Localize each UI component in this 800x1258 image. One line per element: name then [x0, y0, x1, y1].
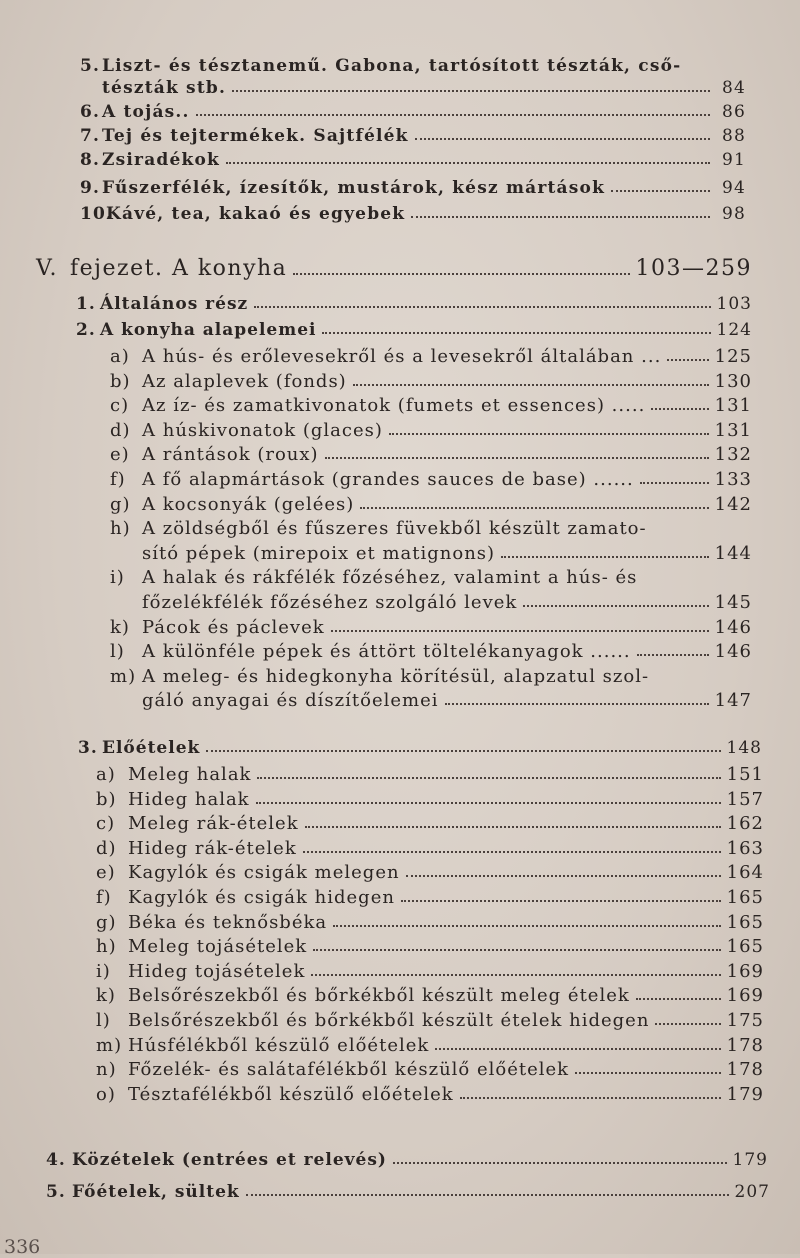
toc-entry-number: c)	[110, 395, 130, 417]
leader-dots	[637, 654, 709, 656]
leader-dots	[667, 359, 708, 361]
toc-entry-title: Pácok és páclevek	[142, 616, 325, 638]
toc-entry[interactable]	[96, 912, 764, 933]
toc-entry-title: A zöldségből és fűszeres füvekből készült zamato-	[142, 518, 647, 540]
leader-dots	[415, 138, 710, 140]
toc-entry[interactable]	[96, 813, 764, 834]
toc-entry-number: f)	[110, 469, 126, 490]
leader-dots	[389, 433, 709, 435]
toc-entry-page: 175	[726, 1010, 764, 1031]
toc-entry-number: e)	[110, 444, 130, 466]
leader-dots	[523, 605, 708, 607]
leader-dots	[501, 556, 709, 558]
toc-entry[interactable]	[110, 346, 752, 367]
toc-entry-number: 5.	[46, 1182, 66, 1202]
toc-entry-number: 5.	[80, 56, 101, 76]
leader-dots	[411, 216, 710, 218]
toc-entry-page: 179	[732, 1150, 768, 1170]
toc-entry-page: 145	[714, 592, 752, 613]
toc-entry-page: 146	[714, 616, 752, 638]
toc-entry[interactable]	[96, 838, 764, 859]
toc-entry-page: 132	[714, 444, 752, 466]
leader-dots	[611, 190, 710, 192]
toc-entry-title: Kagylók és csigák hidegen	[128, 887, 395, 908]
toc-entry[interactable]	[80, 150, 746, 170]
toc-entry[interactable]	[80, 102, 746, 122]
toc-entry-number: f)	[96, 887, 112, 908]
toc-entry-page: 178	[726, 1034, 764, 1056]
toc-entry-title-continued: gáló anyagai és díszítőelemei	[142, 690, 439, 712]
toc-entry-title: A kocsonyák (gelées)	[142, 493, 355, 515]
toc-entry-title: Zsiradékok	[102, 150, 221, 170]
toc-entry-title: Tésztafélékből készülő előételek	[128, 1083, 454, 1105]
toc-entry-page: 131	[714, 395, 752, 417]
toc-entry-title: Általános rész	[100, 294, 249, 314]
toc-entry-number: m)	[96, 1034, 123, 1056]
toc-entry-page: 131	[714, 419, 752, 441]
toc-entry-number: n)	[96, 1059, 117, 1081]
toc-entry-number: h)	[110, 518, 131, 540]
toc-entry-title-continued: főzelékfélék főzéséhez szolgáló levek	[142, 592, 518, 613]
toc-entry-title: Kávé, tea, kakaó és egyebek	[106, 204, 406, 224]
toc-entry-page: 133	[714, 469, 752, 490]
leader-dots	[206, 750, 720, 752]
toc-entry-number: i)	[110, 567, 125, 589]
toc-entry[interactable]	[96, 887, 764, 908]
toc-entry-page: 163	[726, 837, 764, 859]
toc-entry-number: a)	[96, 764, 116, 785]
toc-entry-page: 94	[721, 178, 746, 198]
toc-entry[interactable]	[96, 961, 764, 982]
leader-dots	[333, 925, 721, 927]
leader-dots	[406, 875, 721, 877]
toc-entry-title: A halak és rákfélék főzéséhez, valamint a hús- és	[142, 567, 638, 589]
toc-entry-title: Liszt- és tésztanemű. Gabona, tartósított tészták, cső-	[102, 56, 682, 76]
toc-entry-page: 165	[726, 911, 764, 933]
toc-entry[interactable]	[96, 1084, 764, 1105]
toc-entry-number: i)	[96, 960, 111, 982]
toc-entry-number: o)	[96, 1083, 116, 1105]
toc-entry-number: g)	[110, 493, 131, 515]
toc-entry-page: 169	[726, 960, 764, 982]
toc-entry-number: 9.	[80, 178, 101, 198]
toc-entry-title: Meleg tojásételek	[128, 936, 308, 958]
leader-dots	[313, 949, 720, 951]
toc-entry-continuation	[102, 78, 746, 98]
toc-entry-title: Hideg rák-ételek	[128, 837, 297, 859]
toc-entry-title-continued: tészták stb.	[102, 78, 227, 98]
toc-entry-page: 142	[714, 493, 752, 515]
toc-entry-number: h)	[96, 936, 117, 958]
toc-entry-page: 151	[726, 764, 764, 785]
toc-entry[interactable]	[36, 256, 752, 281]
toc-entry-title: Belsőrészekből és bőrkékből készült meleg ételek	[128, 985, 630, 1007]
toc-entry-continuation	[142, 543, 752, 564]
toc-entry-title: A meleg- és hidegkonyha körítésül, alapzatul szol-	[142, 665, 650, 687]
toc-entry[interactable]	[110, 518, 752, 539]
toc-entry-number: 7.	[80, 126, 101, 146]
toc-entry-page: 146	[714, 641, 752, 663]
toc-entry-page: 148	[726, 738, 762, 758]
toc-entry[interactable]	[96, 789, 764, 810]
toc-entry[interactable]	[80, 178, 746, 198]
toc-entry-number: 2.	[76, 320, 96, 340]
toc-entry-page: 86	[721, 102, 746, 122]
toc-entry-page: 162	[726, 813, 764, 835]
leader-dots	[575, 1072, 721, 1074]
leader-dots	[393, 1162, 727, 1164]
leader-dots	[196, 114, 710, 116]
leader-dots	[655, 1023, 720, 1025]
toc-entry[interactable]	[110, 444, 752, 465]
toc-entry-title: Fűszerfélék, ízesítők, mustárok, kész mártások	[102, 178, 606, 198]
toc-entry-number: d)	[110, 419, 131, 441]
toc-entry-page: 207	[734, 1182, 770, 1202]
toc-entry[interactable]	[76, 294, 752, 314]
toc-entry[interactable]	[76, 320, 752, 340]
toc-entry-page: 84	[721, 78, 746, 98]
toc-entry-title: Főételek, sültek	[72, 1182, 240, 1202]
toc-entry[interactable]	[78, 738, 762, 758]
toc-entry-title: Közételek (entrées et relevés)	[72, 1150, 387, 1170]
toc-entry-title: fejezet. A konyha	[70, 256, 288, 281]
toc-entry-page: 169	[726, 985, 764, 1007]
toc-entry-number: c)	[96, 813, 116, 835]
toc-entry-title: A hús- és erőlevesekről és a levesekről általában ...	[142, 346, 662, 367]
leader-dots	[445, 703, 709, 705]
leader-dots	[353, 384, 709, 386]
toc-entry-title: Az alaplevek (fonds)	[142, 370, 347, 392]
toc-entry[interactable]	[110, 469, 752, 490]
leader-dots	[636, 998, 721, 1000]
toc-entry-number: b)	[96, 788, 117, 810]
toc-entry-page: 178	[726, 1059, 764, 1081]
toc-entry-continuation	[142, 690, 752, 711]
leader-dots	[226, 162, 710, 164]
toc-entry-title: A fő alapmártások (grandes sauces de base) ......	[142, 469, 634, 490]
toc-entry-title: A különféle pépek és áttört töltelékanyagok ......	[142, 641, 631, 663]
toc-entry-title: A tojás..	[102, 102, 190, 122]
toc-entry-number: a)	[110, 346, 130, 367]
toc-entry-page: 125	[714, 346, 752, 367]
toc-entry-page: 91	[721, 150, 746, 170]
toc-entry[interactable]	[46, 1182, 770, 1202]
toc-entry-page: 103—259	[635, 256, 752, 281]
toc-entry-page: 98	[721, 204, 746, 224]
toc-entry-number: 8.	[80, 150, 101, 170]
leader-dots	[256, 802, 721, 804]
toc-entry-title: A rántások (roux)	[142, 444, 319, 466]
toc-entry[interactable]	[96, 862, 764, 883]
toc-entry-number: 4.	[46, 1150, 66, 1170]
toc-entry-title: Húsfélékből készülő előételek	[128, 1034, 430, 1056]
toc-entry-number: k)	[96, 985, 116, 1007]
leader-dots	[322, 332, 710, 334]
toc-entry-number: 6.	[80, 102, 101, 122]
toc-entry-title: Tej és tejtermékek. Sajtfélék	[102, 126, 409, 146]
toc-entry-title: Hideg tojásételek	[128, 960, 306, 982]
leader-dots	[311, 974, 720, 976]
toc-entry[interactable]	[110, 395, 752, 416]
toc-entry-page: 130	[714, 370, 752, 392]
toc-entry-title-continued: sító pépek (mirepoix et matignons)	[142, 542, 496, 564]
toc-entry-page: 103	[716, 294, 752, 314]
toc-entry[interactable]	[96, 985, 764, 1006]
leader-dots	[232, 90, 710, 92]
toc-entry-title: Béka és teknősbéka	[128, 911, 328, 933]
toc-entry[interactable]	[96, 936, 764, 957]
toc-entry-title: Az íz- és zamatkivonatok (fumets et essences) .....	[142, 395, 646, 417]
toc-entry-title: Belsőrészekből és bőrkékből készült ételek hidegen	[128, 1010, 650, 1031]
toc-entry[interactable]	[110, 371, 752, 392]
toc-entry-number: g)	[96, 911, 117, 933]
toc-entry-title: Meleg halak	[128, 764, 252, 785]
toc-entry-page: 164	[726, 862, 764, 884]
toc-entry-title: Hideg halak	[128, 788, 250, 810]
toc-entry[interactable]	[80, 204, 746, 224]
leader-dots	[257, 777, 720, 779]
toc-entry[interactable]	[80, 56, 746, 76]
toc-entry-page: 157	[726, 788, 764, 810]
toc-entry[interactable]	[46, 1150, 768, 1170]
toc-entry-number: e)	[96, 862, 116, 884]
toc-entry-title: A konyha alapelemei	[100, 320, 317, 340]
toc-entry-number: d)	[96, 837, 117, 859]
toc-entry-page: 179	[726, 1083, 764, 1105]
toc-entry-number: b)	[110, 370, 131, 392]
toc-entry-number: 3.	[78, 738, 98, 758]
toc-entry[interactable]	[96, 764, 764, 785]
toc-entry[interactable]	[96, 1035, 764, 1056]
toc-entry-number: l)	[110, 641, 125, 663]
toc-entry-number: V.	[36, 256, 59, 281]
leader-dots	[303, 851, 721, 853]
leader-dots	[246, 1194, 729, 1196]
page-number-footer: 336	[4, 1236, 41, 1258]
leader-dots	[293, 273, 629, 275]
leader-dots	[360, 507, 708, 509]
leader-dots	[325, 457, 709, 459]
toc-entry-page: 88	[721, 126, 746, 146]
toc-entry[interactable]	[80, 126, 746, 146]
toc-entry-title: A húskivonatok (glaces)	[142, 419, 383, 441]
leader-dots	[435, 1048, 720, 1050]
toc-entry[interactable]	[110, 494, 752, 515]
toc-entry-number: l)	[96, 1010, 111, 1031]
leader-dots	[460, 1097, 721, 1099]
toc-entry-number: m)	[110, 665, 137, 687]
toc-entry[interactable]	[96, 1010, 764, 1031]
toc-entry[interactable]	[110, 617, 752, 638]
toc-entry-title: Meleg rák-ételek	[128, 813, 299, 835]
toc-entry-number: 10.	[80, 204, 114, 224]
toc-entry-page: 147	[714, 690, 752, 712]
toc-entry-page: 144	[714, 542, 752, 564]
toc-entry-page: 165	[726, 936, 764, 958]
leader-dots	[254, 306, 710, 308]
toc-entry[interactable]	[110, 420, 752, 441]
toc-entry[interactable]	[110, 666, 752, 687]
toc-entry[interactable]	[110, 567, 752, 588]
toc-entry-page: 124	[716, 320, 752, 340]
toc-entry[interactable]	[96, 1059, 764, 1080]
leader-dots	[640, 482, 709, 484]
leader-dots	[401, 900, 721, 902]
leader-dots	[651, 408, 708, 410]
toc-entry-page: 165	[726, 887, 764, 908]
leader-dots	[305, 826, 721, 828]
toc-entry-title: Kagylók és csigák melegen	[128, 862, 400, 884]
toc-entry-continuation	[142, 592, 752, 613]
toc-entry-number: k)	[110, 616, 130, 638]
toc-entry-title: Főzelék- és salátafélékből készülő előételek	[128, 1059, 570, 1081]
leader-dots	[331, 630, 709, 632]
toc-entry[interactable]	[110, 641, 752, 662]
toc-entry-title: Előételek	[102, 738, 201, 758]
toc-entry-number: 1.	[76, 294, 96, 314]
